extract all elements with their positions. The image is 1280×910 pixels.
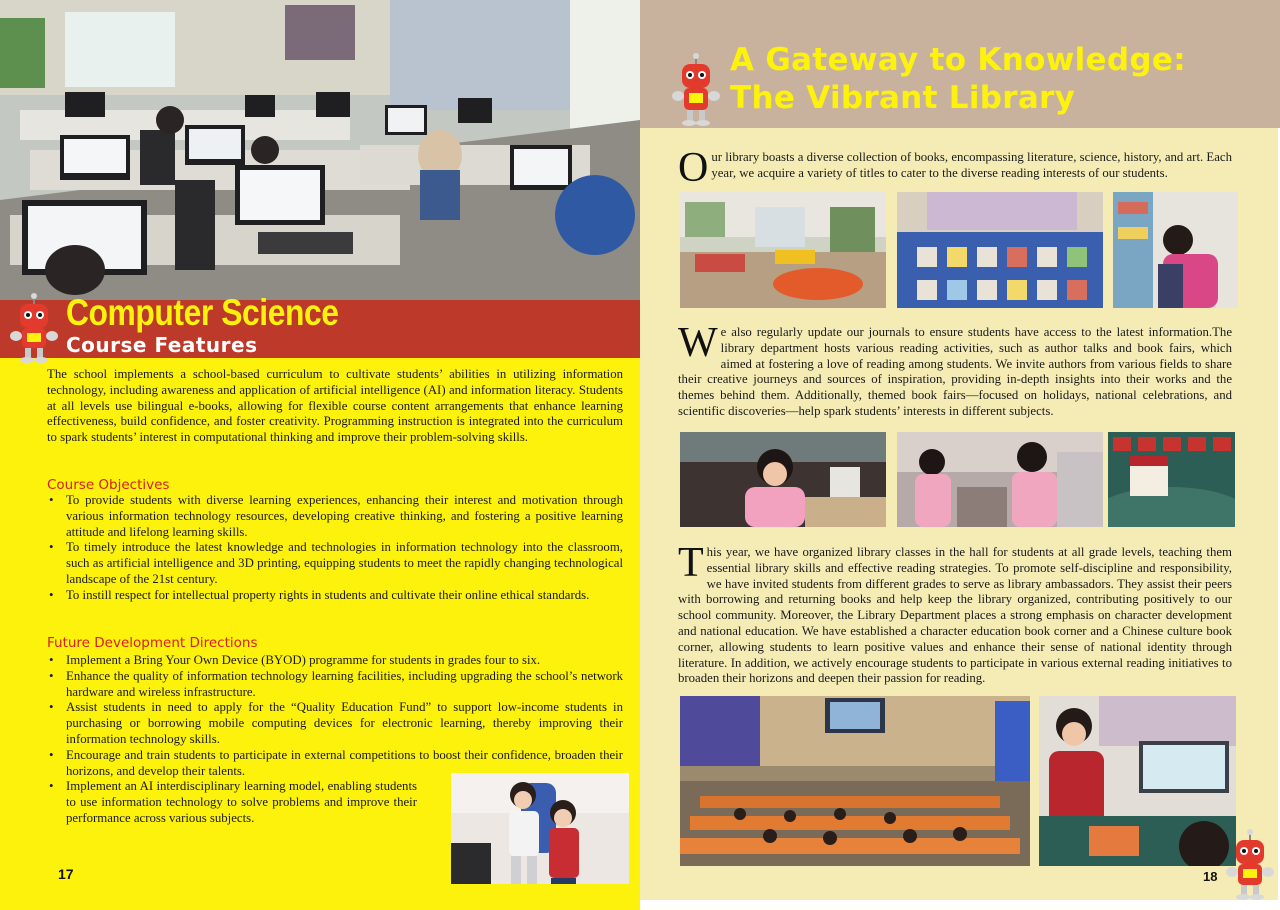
list-item: • Implement a Bring Your Own Device (BYOD) programme for students in grades four to six. <box>47 653 623 669</box>
paragraph-text: his year, we have organized library classes in the hall for students at all grade levels, teaching them essential library skills and effective reading strategies. To promote self-discipline and responsibility, we have invited students from different grades to serve as library ambassadors. They assist their peers with borrowing and returning books and help keep the library organized, contributing positively to our school community. Moreover, the Library Department places a strong emphasis on character development and national education. We have established a character education book corner and a Chinese culture book corner, allowing students to learn positive values and enhance their sense of national identity through literature. In addition, we actively encourage students to participate in various external reading initiatives to broaden their horizons and deepen their passion for reading. <box>678 545 1232 686</box>
book-display-photo <box>1108 432 1235 527</box>
computer-lab-photo <box>0 0 640 300</box>
students-book-fair-photo <box>897 432 1103 527</box>
course-intro-text: The school implements a school-based curriculum to cultivate students’ abilities in utilizing information technology, including awareness and application of artificial intelligence (AI) and information literacy. Students at all levels use bilingual e-books, allowing for flexible course content arrangements that enhance learning effectiveness, build confidence, and foster creativity. Programming instruction is integrated into the curriculum to spark students’ interest in computational thinking and improve their problem-solving skills. <box>47 367 623 445</box>
paragraph-text: e also regularly update our journals to ensure students have access to the latest information.The library department hosts various reading activities, such as author talks and book fairs, which aimed at fostering a love of reading among students. We invite authors from various fields to share their creative journeys and sources of inspiration, providing in-depth insights into their works and the themes behind them. Additionally, themed book fairs—focused on holidays, national celebrations, and scientific discoveries—help spark students’ interests in different subjects. <box>678 325 1232 418</box>
page-title-line-2: The Vibrant Library <box>730 80 1076 116</box>
school-hall-photo <box>680 696 1030 866</box>
page-number: 17 <box>58 866 74 882</box>
book-fair-photo <box>680 432 886 527</box>
drop-cap: T <box>678 540 704 586</box>
library-paragraph-3 <box>678 540 1232 687</box>
bookshelf-photo <box>897 192 1103 308</box>
list-item: • To provide students with diverse learning experiences, enhancing their interest and motivation through various information technology resources, developing creative thinking, and fostering a positive learning attitude and lifelong learning skills. <box>47 493 623 540</box>
students-photo <box>451 773 629 884</box>
section-title: Computer Science <box>66 292 339 333</box>
robot-mascot-icon <box>8 292 60 364</box>
library-paragraph-2 <box>678 320 1232 420</box>
paragraph-text: ur library boasts a diverse collection of books, encompassing literature, science, history, and art. Each year, we acquire a variety of titles to cater to the diverse reading interests of our students. <box>711 150 1232 180</box>
page-number: 18 <box>1203 869 1218 884</box>
library-room-photo <box>680 192 886 308</box>
objectives-heading: Course Objectives <box>47 477 170 493</box>
library-ambassador-photo <box>1039 696 1236 866</box>
page-title-line-1: A Gateway to Knowledge: <box>730 42 1186 78</box>
list-item: • Enhance the quality of information technology learning facilities, including upgrading the school’s network hardware and wireless infrastructure. <box>47 669 623 701</box>
robot-mascot-icon <box>670 52 722 128</box>
computer-lab-illustration <box>0 0 640 300</box>
list-item: • Implement an AI interdisciplinary learning model, enabling students to use information technology to solve problems and improve their performance across various subjects. <box>47 779 417 826</box>
student-browsing-photo <box>1113 192 1238 308</box>
list-item: • To timely introduce the latest knowledge and technologies in information technology into the classroom, such as artificial intelligence and 3D printing, equipping students to meet the rapidly changing technological landscape of the 21st century. <box>47 540 623 587</box>
section-subtitle: Course Features <box>66 333 258 357</box>
list-item: • Encourage and train students to participate in external competitions to boost their confidence, broaden their horizons, and develop their talents. <box>47 748 623 780</box>
objectives-list <box>47 493 623 604</box>
drop-cap: O <box>678 145 709 191</box>
list-item: • To instill respect for intellectual property rights in students and cultivate their online ethical standards. <box>47 588 623 604</box>
list-item: • Assist students in need to apply for the “Quality Education Fund” to support low-income students in purchasing or borrowing mobile computing devices for electronic learning, thereby improving their information technology skills. <box>47 700 623 747</box>
right-page <box>640 0 1280 910</box>
future-directions-heading: Future Development Directions <box>47 635 258 651</box>
robot-mascot-icon <box>1225 828 1275 902</box>
drop-cap: W <box>678 320 718 366</box>
library-paragraph-1 <box>678 145 1232 191</box>
